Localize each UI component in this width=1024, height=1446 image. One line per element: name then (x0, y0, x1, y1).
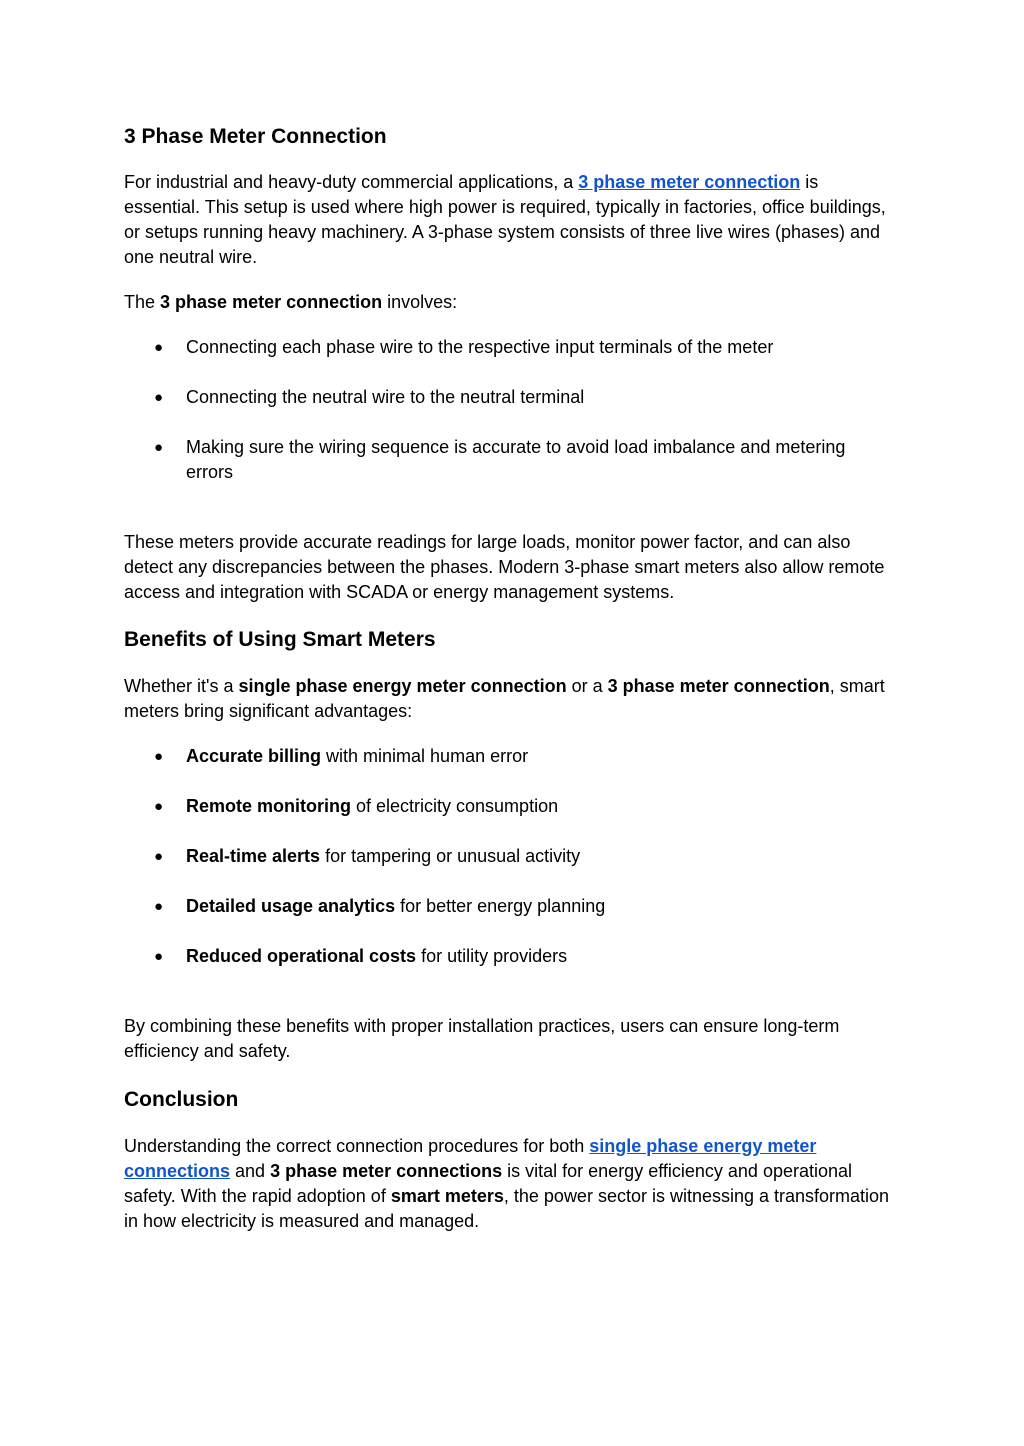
conclusion-paragraph (124, 1134, 896, 1234)
intro-paragraph (124, 170, 896, 270)
benefits-intro-text: , smart meters bring significant advantages: (124, 676, 885, 721)
benefit-bold: Reduced operational costs (186, 946, 417, 966)
benefits-intro-text: Whether it's a (124, 676, 239, 696)
conclusion-bold-3-phase: 3 phase meter connections (270, 1161, 503, 1181)
meters-readings-paragraph: These meters provide accurate readings for large loads, monitor power factor, and can also detect any discrepancies between the phases. Modern 3-phase smart meters also allow remote access and integration with SCADA or energy management systems. (124, 532, 885, 602)
list-item (124, 894, 896, 919)
section-heading-conclusion: Conclusion (124, 1088, 239, 1111)
benefits-closing-paragraph: By combining these benefits with proper installation practices, users can ensure long-term efficiency and safety. (124, 1016, 840, 1061)
benefit-bold: Accurate billing (186, 746, 322, 766)
list-item-text: Connecting the neutral wire to the neutral terminal (186, 387, 585, 407)
list-item (124, 794, 896, 819)
benefits-list (124, 744, 896, 969)
intro-text-before-link: For industrial and heavy-duty commercial applications, a (124, 172, 579, 192)
benefit-text: for better energy planning (395, 896, 606, 916)
bullet-icon: ● (154, 798, 164, 815)
involves-paragraph (124, 290, 896, 315)
3-phase-meter-connection-link[interactable]: 3 phase meter connection (578, 172, 801, 192)
connection-steps-list (124, 335, 896, 485)
conclusion-bold-smart-meters: smart meters (390, 1186, 504, 1206)
conclusion-text: Understanding the correct connection procedures for both (124, 1136, 590, 1156)
list-item (124, 744, 896, 769)
list-item (124, 385, 896, 410)
conclusion-text: is vital for energy efficiency and operational safety. With the rapid adoption of (124, 1161, 853, 1206)
list-item (124, 435, 896, 485)
benefit-bold: Remote monitoring (186, 796, 351, 816)
bullet-icon: ● (154, 848, 164, 865)
benefit-bold: Detailed usage analytics (186, 896, 396, 916)
benefit-text: of electricity consumption (351, 796, 559, 816)
benefits-intro-text: or a (566, 676, 608, 696)
bullet-icon: ● (154, 898, 164, 915)
benefits-intro-paragraph (124, 674, 896, 724)
list-item (124, 844, 896, 869)
bullet-icon: ● (154, 439, 164, 456)
bullet-icon: ● (154, 748, 164, 765)
involves-bold-term: 3 phase meter connection (160, 292, 383, 312)
benefit-text: for utility providers (416, 946, 568, 966)
intro-text-after-link: is essential. This setup is used where high power is required, typically in factories, office buildings, or setups running heavy machinery. A 3-phase system consists of three live wires (phases) and one neutral wire. (124, 172, 886, 267)
bullet-icon: ● (154, 389, 164, 406)
benefit-bold: Real-time alerts (186, 846, 321, 866)
list-item (124, 335, 896, 360)
document-page (124, 122, 896, 1234)
involves-text-after: involves: (382, 292, 458, 312)
conclusion-text: , the power sector is witnessing a transformation in how electricity is measured and managed. (124, 1186, 890, 1231)
list-item-text: Connecting each phase wire to the respective input terminals of the meter (186, 337, 774, 357)
involves-text-before: The (124, 292, 161, 312)
benefit-text: with minimal human error (321, 746, 529, 766)
bullet-icon: ● (154, 339, 164, 356)
benefits-intro-bold-single: single phase energy meter connection (238, 676, 567, 696)
section-heading-benefits: Benefits of Using Smart Meters (124, 628, 436, 651)
bullet-icon: ● (154, 948, 164, 965)
conclusion-text: and (230, 1161, 271, 1181)
list-item (124, 944, 896, 969)
section-heading-3-phase: 3 Phase Meter Connection (124, 125, 387, 148)
benefit-text: for tampering or unusual activity (320, 846, 581, 866)
list-item-text: Making sure the wiring sequence is accurate to avoid load imbalance and metering errors (186, 437, 846, 482)
single-phase-energy-meter-connections-link[interactable]: single phase energy meter connections (124, 1136, 817, 1181)
benefits-intro-bold-3-phase: 3 phase meter connection (607, 676, 830, 696)
